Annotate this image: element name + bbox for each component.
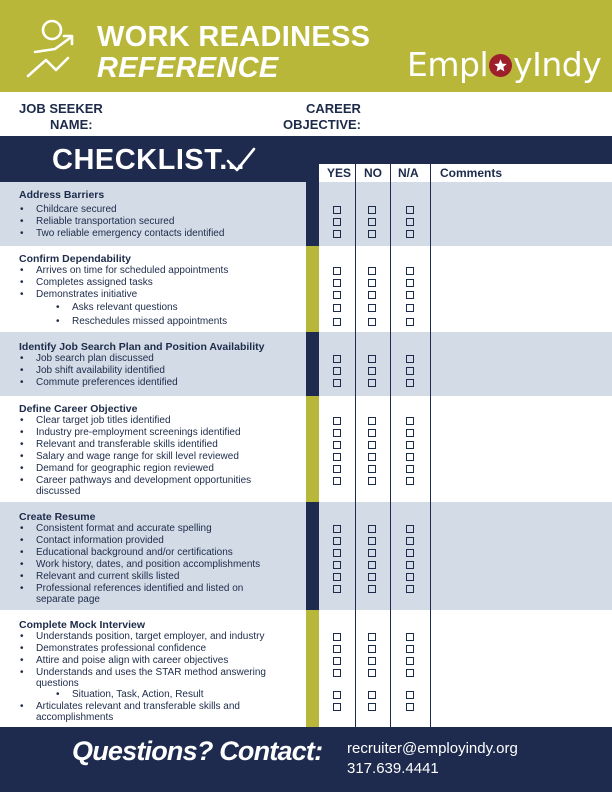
- checklist-item: [20, 583, 244, 594]
- checkbox-na[interactable]: [406, 218, 414, 226]
- bullet-icon: •: [20, 439, 24, 450]
- checkbox-yes[interactable]: [333, 441, 341, 449]
- checklist-item: [20, 475, 252, 486]
- logo-star-icon: [489, 54, 512, 77]
- checklist-item-text: Attire and poise align with career objectives: [36, 655, 229, 666]
- checklist-item-text: Demonstrates initiative: [36, 289, 138, 300]
- checklist-item-text: Professional references identified and listed on: [36, 583, 244, 594]
- checklist-item: [20, 289, 138, 300]
- checkbox-no[interactable]: [368, 477, 376, 485]
- checkbox-no[interactable]: [368, 549, 376, 557]
- bullet-icon: •: [20, 523, 24, 534]
- checkbox-no[interactable]: [368, 645, 376, 653]
- checklist-item-text: Understands position, target employer, and industry: [36, 631, 265, 642]
- checkbox-na[interactable]: [406, 669, 414, 677]
- bullet-icon: •: [20, 547, 24, 558]
- checkbox-yes[interactable]: [333, 573, 341, 581]
- checkbox-yes[interactable]: [333, 549, 341, 557]
- bullet-icon: •: [20, 353, 24, 364]
- checkbox-na[interactable]: [406, 465, 414, 473]
- checklist-item-text: Articulates relevant and transferable skills and: [36, 701, 240, 712]
- checkbox-na[interactable]: [406, 585, 414, 593]
- divider-na-comments: [430, 164, 431, 727]
- checklist-item-text: Contact information provided: [36, 535, 164, 546]
- checkbox-no[interactable]: [368, 206, 376, 214]
- checklist-item: [20, 216, 175, 227]
- checkbox-no[interactable]: [368, 585, 376, 593]
- checklist-item-text: Career pathways and development opportunities: [36, 475, 252, 486]
- checklist-item: [36, 713, 113, 723]
- checkbox-na[interactable]: [406, 573, 414, 581]
- checkbox-no[interactable]: [368, 279, 376, 287]
- checkbox-na[interactable]: [406, 379, 414, 387]
- checklist-item: [36, 487, 80, 497]
- checklist-item: [36, 679, 79, 689]
- bullet-icon: •: [20, 277, 24, 288]
- bullet-icon: •: [20, 216, 24, 227]
- checklist-item: [20, 439, 218, 450]
- bullet-icon: •: [20, 559, 24, 570]
- checklist-item-text: Job search plan discussed: [36, 353, 154, 364]
- checklist-item-text: Relevant and current skills listed: [36, 571, 180, 582]
- checkbox-yes[interactable]: [333, 367, 341, 375]
- section-accent-stripe: [306, 610, 319, 727]
- bullet-icon: •: [20, 228, 24, 239]
- divider-no-na: [390, 164, 391, 727]
- checkbox-no[interactable]: [368, 379, 376, 387]
- bullet-icon: •: [20, 583, 24, 594]
- checklist-item-text: separate page: [36, 594, 100, 605]
- checkbox-yes[interactable]: [333, 465, 341, 473]
- checklist-item-text: Two reliable emergency contacts identified: [36, 228, 225, 239]
- bullet-icon: •: [20, 265, 24, 276]
- checkbox-yes[interactable]: [333, 633, 341, 641]
- checkbox-yes[interactable]: [333, 417, 341, 425]
- logo-text-part1: Empl: [407, 45, 489, 84]
- bullet-icon: •: [56, 316, 60, 327]
- checkbox-yes[interactable]: [333, 355, 341, 363]
- column-yes: YES: [327, 166, 352, 180]
- checkbox-yes[interactable]: [333, 691, 341, 699]
- checkbox-no[interactable]: [368, 267, 376, 275]
- checkbox-yes[interactable]: [333, 525, 341, 533]
- checkbox-na[interactable]: [406, 291, 414, 299]
- bullet-icon: •: [20, 365, 24, 376]
- checkbox-yes[interactable]: [333, 304, 341, 312]
- checklist-title: CHECKLIST...: [52, 144, 245, 176]
- section-title: Create Resume: [19, 511, 96, 523]
- bullet-icon: •: [20, 415, 24, 426]
- checkbox-no[interactable]: [368, 657, 376, 665]
- bullet-icon: •: [20, 475, 24, 486]
- section-title: Define Career Objective: [19, 403, 138, 415]
- checkbox-na[interactable]: [406, 367, 414, 375]
- checklist-item-text: Understands and uses the STAR method answering: [36, 667, 266, 678]
- checkbox-no[interactable]: [368, 417, 376, 425]
- checklist-item-text: Completes assigned tasks: [36, 277, 153, 288]
- checkbox-no[interactable]: [368, 703, 376, 711]
- checkbox-na[interactable]: [406, 318, 414, 326]
- section-title: Complete Mock Interview: [19, 619, 146, 631]
- section-title: Address Barriers: [19, 189, 105, 201]
- checkbox-no[interactable]: [368, 441, 376, 449]
- checkbox-na[interactable]: [406, 453, 414, 461]
- checkbox-yes[interactable]: [333, 230, 341, 238]
- checkbox-yes[interactable]: [333, 218, 341, 226]
- checklist-item: [20, 451, 239, 462]
- checklist-item: [56, 316, 228, 327]
- checklist-item: [20, 701, 240, 712]
- checklist-item: [20, 667, 266, 678]
- checkbox-yes[interactable]: [333, 453, 341, 461]
- checkbox-yes[interactable]: [333, 318, 341, 326]
- checklist-item-text: Reschedules missed appointments: [72, 316, 228, 327]
- checklist-item: [20, 463, 214, 474]
- checkbox-na[interactable]: [406, 304, 414, 312]
- checkbox-no[interactable]: [368, 318, 376, 326]
- checklist-item: [20, 643, 207, 654]
- checklist-item-text: Consistent format and accurate spelling: [36, 523, 212, 534]
- bullet-icon: •: [20, 571, 24, 582]
- job-seeker-label: JOB SEEKER: [19, 101, 103, 116]
- checklist-item: [20, 535, 164, 546]
- checkbox-yes[interactable]: [333, 561, 341, 569]
- checklist-item-text: Situation, Task, Action, Result: [72, 689, 204, 700]
- checklist-item-text: questions: [36, 678, 79, 689]
- checklist-item-text: Salary and wage range for skill level reviewed: [36, 451, 239, 462]
- contact-email[interactable]: recruiter@employindy.org: [347, 740, 518, 757]
- checklist-item: [20, 547, 233, 558]
- checkbox-no[interactable]: [368, 465, 376, 473]
- checkbox-no[interactable]: [368, 633, 376, 641]
- checklist-item-text: Demonstrates professional confidence: [36, 643, 207, 654]
- column-na: N/A: [398, 166, 419, 180]
- checkbox-no[interactable]: [368, 304, 376, 312]
- checkbox-na[interactable]: [406, 230, 414, 238]
- checkbox-no[interactable]: [368, 573, 376, 581]
- checkbox-na[interactable]: [406, 645, 414, 653]
- checkbox-yes[interactable]: [333, 657, 341, 665]
- checklist-item: [20, 631, 265, 642]
- checkbox-yes[interactable]: [333, 477, 341, 485]
- checkbox-no[interactable]: [368, 218, 376, 226]
- checklist-item-text: Job shift availability identified: [36, 365, 165, 376]
- checkmark-icon: [225, 146, 257, 174]
- bullet-icon: •: [56, 689, 60, 700]
- name-label: NAME:: [50, 117, 93, 132]
- checkbox-no[interactable]: [368, 367, 376, 375]
- bullet-icon: •: [20, 667, 24, 678]
- checklist-item: [36, 595, 100, 605]
- checkbox-no[interactable]: [368, 429, 376, 437]
- checkbox-no[interactable]: [368, 561, 376, 569]
- checklist-item: [20, 377, 178, 388]
- person-climbing-icon: [22, 16, 82, 82]
- checkbox-na[interactable]: [406, 561, 414, 569]
- checklist-item: [56, 689, 204, 700]
- column-comments: Comments: [440, 166, 503, 180]
- checkbox-na[interactable]: [406, 441, 414, 449]
- checklist-item: [20, 365, 165, 376]
- checkbox-na[interactable]: [406, 429, 414, 437]
- checklist-item: [20, 228, 225, 239]
- checkbox-na[interactable]: [406, 267, 414, 275]
- column-no: NO: [364, 166, 382, 180]
- checklist-item-text: Work history, dates, and position accomplishments: [36, 559, 261, 570]
- bullet-icon: •: [20, 204, 24, 215]
- checkbox-na[interactable]: [406, 633, 414, 641]
- checklist-item: [20, 427, 241, 438]
- checkbox-no[interactable]: [368, 291, 376, 299]
- checklist-item-text: Reliable transportation secured: [36, 216, 175, 227]
- bullet-icon: •: [20, 427, 24, 438]
- checkbox-na[interactable]: [406, 279, 414, 287]
- section-accent-stripe: [306, 182, 319, 246]
- bullet-icon: •: [20, 631, 24, 642]
- checklist-item-text: Educational background and/or certifications: [36, 547, 233, 558]
- title-line2: REFERENCE: [97, 52, 279, 84]
- section-title: Confirm Dependability: [19, 253, 132, 265]
- checklist-item: [20, 523, 212, 534]
- checklist-item-text: Clear target job titles identified: [36, 415, 171, 426]
- bullet-icon: •: [20, 289, 24, 300]
- section-accent-stripe: [306, 246, 319, 332]
- checkbox-yes[interactable]: [333, 585, 341, 593]
- checkbox-no[interactable]: [368, 525, 376, 533]
- section-title: Identify Job Search Plan and Position Availability: [19, 341, 265, 353]
- checklist-item: [20, 415, 171, 426]
- logo-text-part2: yIndy: [513, 45, 602, 84]
- checklist-item-text: Demand for geographic region reviewed: [36, 463, 214, 474]
- checkbox-na[interactable]: [406, 525, 414, 533]
- checkbox-na[interactable]: [406, 657, 414, 665]
- bullet-icon: •: [20, 451, 24, 462]
- bullet-icon: •: [20, 643, 24, 654]
- checkbox-yes[interactable]: [333, 379, 341, 387]
- checklist-item: [20, 265, 229, 276]
- checkbox-na[interactable]: [406, 537, 414, 545]
- checkbox-no[interactable]: [368, 669, 376, 677]
- checklist-item-text: Commute preferences identified: [36, 377, 178, 388]
- checklist-item-text: accomplishments: [36, 712, 114, 723]
- title-line1: WORK READINESS: [97, 21, 371, 53]
- checklist-item: [20, 559, 261, 570]
- checkbox-na[interactable]: [406, 477, 414, 485]
- checkbox-no[interactable]: [368, 453, 376, 461]
- checkbox-na[interactable]: [406, 549, 414, 557]
- checkbox-yes[interactable]: [333, 206, 341, 214]
- checkbox-yes[interactable]: [333, 291, 341, 299]
- checklist-item-text: Asks relevant questions: [72, 302, 178, 313]
- bullet-icon: •: [20, 463, 24, 474]
- checklist-item-text: Industry pre-employment screenings identified: [36, 427, 241, 438]
- checkbox-yes[interactable]: [333, 669, 341, 677]
- checkbox-na[interactable]: [406, 691, 414, 699]
- checklist-item-text: Childcare secured: [36, 204, 117, 215]
- checklist-item: [20, 353, 154, 364]
- section-accent-stripe: [306, 396, 319, 502]
- checkbox-yes[interactable]: [333, 537, 341, 545]
- bullet-icon: •: [20, 701, 24, 712]
- checklist-item-text: discussed: [36, 486, 81, 497]
- career-label: CAREER: [306, 101, 361, 116]
- checkbox-yes[interactable]: [333, 703, 341, 711]
- checkbox-yes[interactable]: [333, 267, 341, 275]
- checkbox-na[interactable]: [406, 417, 414, 425]
- checkbox-na[interactable]: [406, 355, 414, 363]
- objective-label: OBJECTIVE:: [283, 117, 362, 132]
- checkbox-no[interactable]: [368, 537, 376, 545]
- checkbox-yes[interactable]: [333, 429, 341, 437]
- section-accent-stripe: [306, 502, 319, 610]
- contact-phone[interactable]: 317.639.4441: [347, 760, 439, 777]
- checkbox-no[interactable]: [368, 691, 376, 699]
- bullet-icon: •: [20, 535, 24, 546]
- checkbox-no[interactable]: [368, 230, 376, 238]
- bullet-icon: •: [56, 302, 60, 313]
- contact-label: Questions? Contact:: [72, 736, 323, 766]
- checklist-item: [20, 204, 117, 215]
- checklist-item: [20, 655, 229, 666]
- checklist-item-text: Arrives on time for scheduled appointments: [36, 265, 229, 276]
- divider-yes-no: [355, 164, 356, 727]
- checklist-item: [20, 277, 153, 288]
- checkbox-no[interactable]: [368, 355, 376, 363]
- checklist-item: [20, 571, 180, 582]
- checkbox-yes[interactable]: [333, 645, 341, 653]
- checklist-item: [56, 302, 178, 313]
- bullet-icon: •: [20, 377, 24, 388]
- checklist-item-text: Relevant and transferable skills identified: [36, 439, 218, 450]
- checkbox-na[interactable]: [406, 703, 414, 711]
- checkbox-yes[interactable]: [333, 279, 341, 287]
- bullet-icon: •: [20, 655, 24, 666]
- section-accent-stripe: [306, 332, 319, 396]
- checkbox-na[interactable]: [406, 206, 414, 214]
- employindy-logo: [407, 45, 601, 84]
